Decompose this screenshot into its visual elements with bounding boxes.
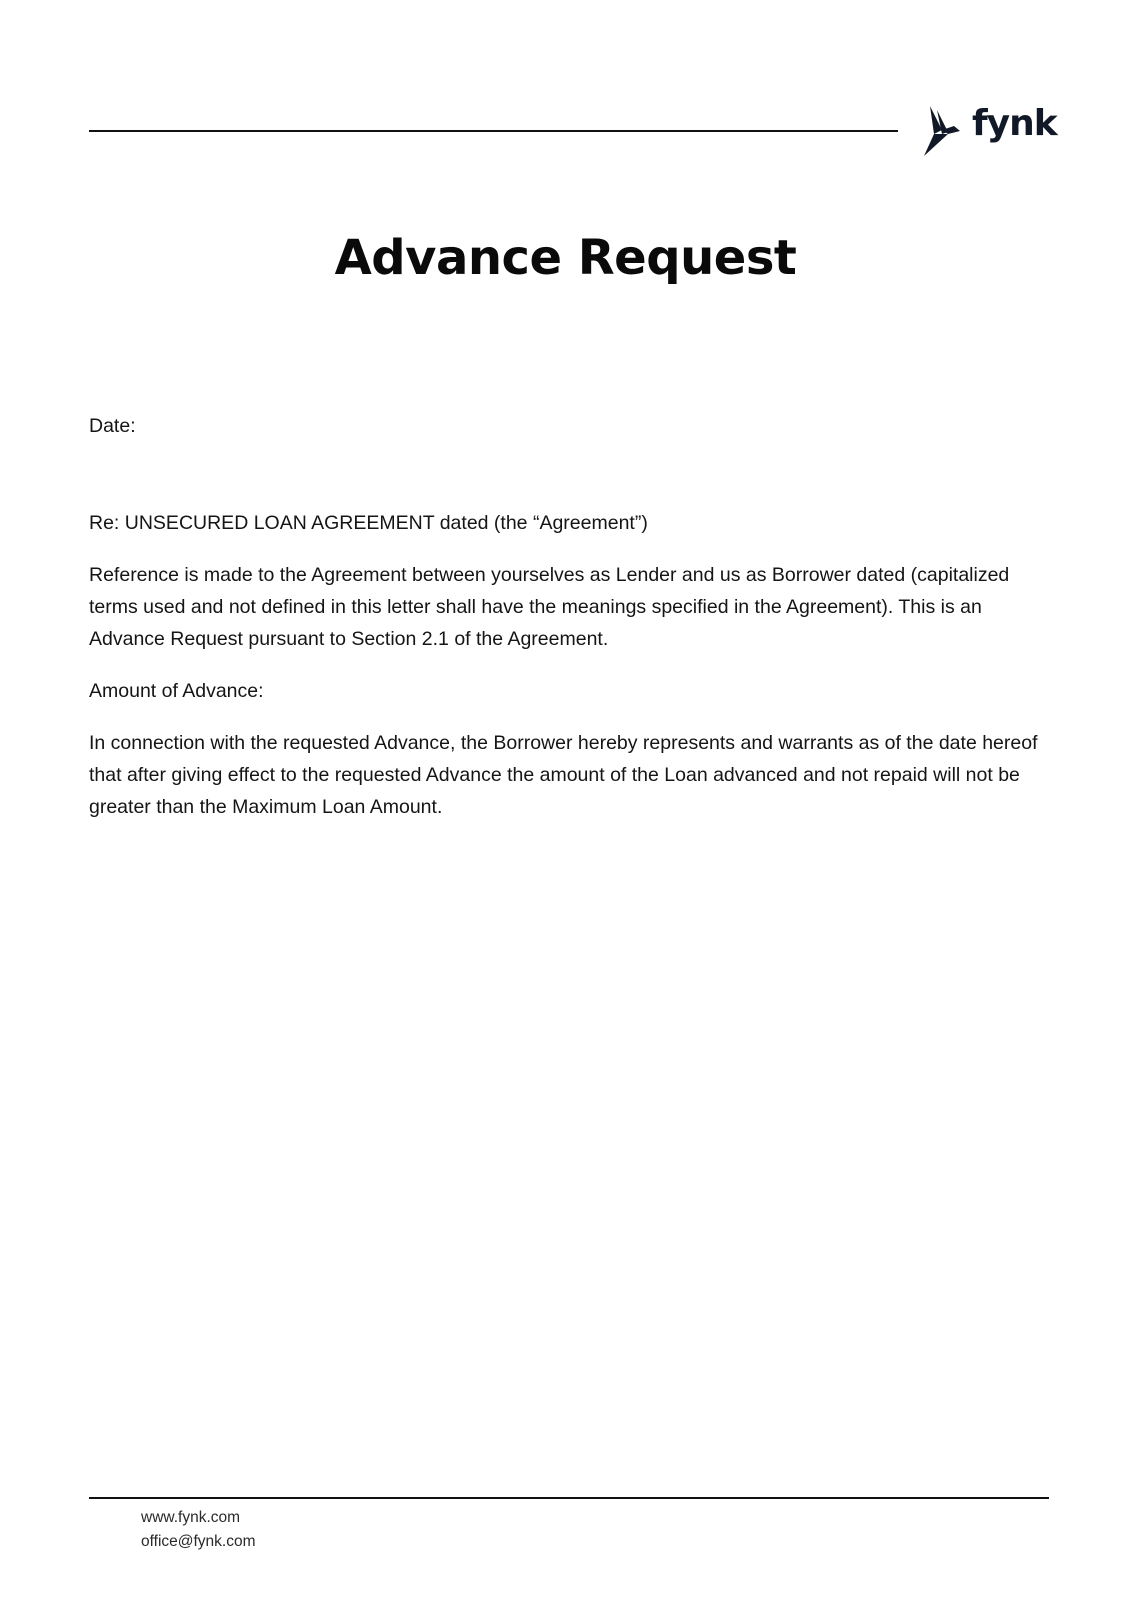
footer-website: www.fynk.com (141, 1509, 241, 1526)
fynk-logo (920, 103, 1057, 160)
page-title: Advance Request (334, 230, 797, 286)
footer-email: office@fynk.com (141, 1533, 256, 1550)
document-body (89, 410, 1049, 843)
header-divider (89, 130, 898, 132)
footer-divider (89, 1497, 1049, 1499)
amount-label: Amount of Advance: (89, 680, 264, 702)
representation-paragraph: In connection with the requested Advance, the Borrower hereby represents and warrants as of the date hereof that after giving effect to the requested Advance the amount of the Loan advanced and not repaid will not be greater than the Maximum Loan Amount. (89, 732, 1038, 818)
date-label: Date: (89, 415, 136, 437)
logo-wordmark: fynk (972, 103, 1057, 144)
re-line: Re: UNSECURED LOAN AGREEMENT dated (the “Agreement”) (89, 512, 648, 534)
reference-paragraph: Reference is made to the Agreement between yourselves as Lender and us as Borrower dated (capitalized terms used and not defined in this letter shall have the meanings specified in the Agreement). This is an Advance Request pursuant to Section 2.1 of the Agreement. (89, 564, 1010, 650)
bird-icon (920, 104, 968, 160)
